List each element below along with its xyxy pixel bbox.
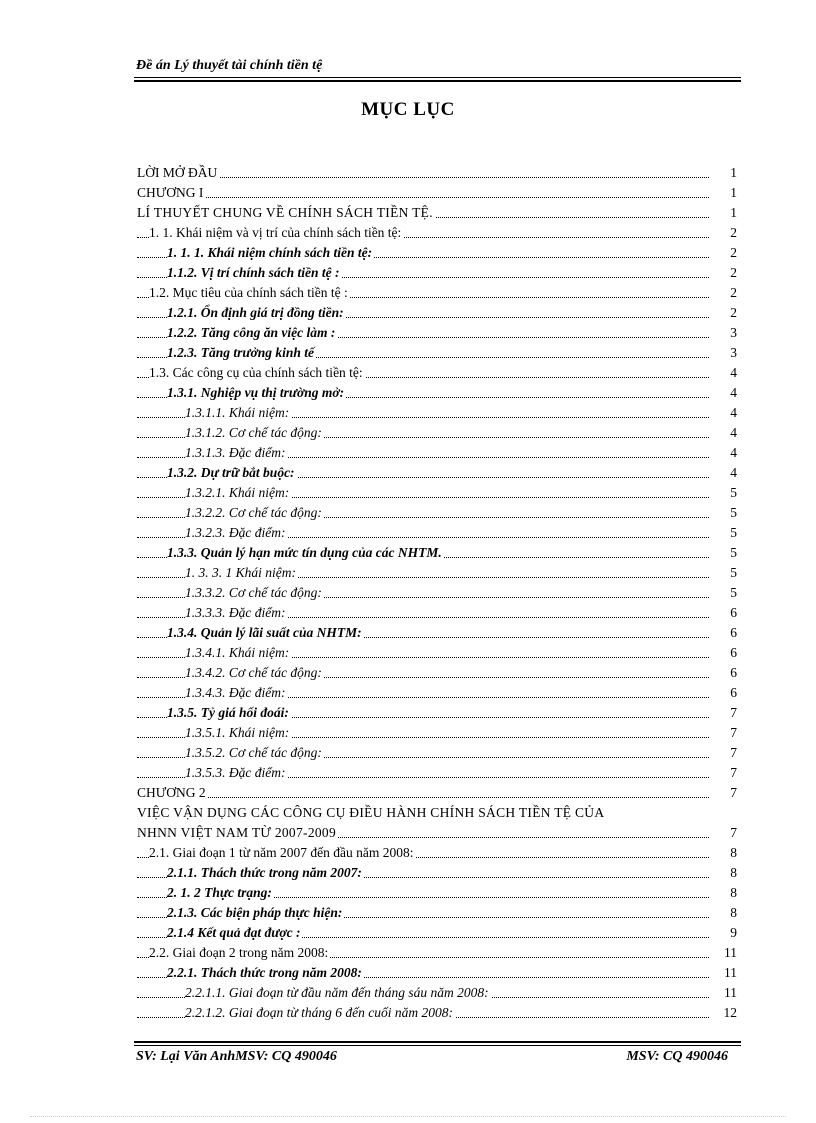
toc-entry-label: 1.3.3. Quản lý hạn mức tín dụng của các NHTM. — [167, 543, 444, 563]
toc-entry-page: 6 — [730, 605, 737, 620]
toc-entry-label: 1.2.3. Tăng trưởng kinh tế — [167, 343, 316, 363]
toc-entry-page: 4 — [730, 385, 737, 400]
toc-entry-label: 1.3.1.1. Khái niệm: — [185, 403, 291, 423]
toc-entry-page: 2 — [730, 265, 737, 280]
toc-entry-page: 1 — [730, 165, 737, 180]
toc-dot-leader — [137, 797, 709, 798]
toc-entry-page: 7 — [730, 765, 737, 780]
toc-entry-page: 8 — [730, 905, 737, 920]
page-title: MỤC LỤC — [361, 99, 455, 120]
toc-entry-label: NHNN VIỆT NAM TỪ 2007-2009 — [137, 823, 338, 843]
toc-entry-label: 1.3.2.1. Khái niệm: — [185, 483, 291, 503]
toc-entry-page: 6 — [730, 685, 737, 700]
toc-entry-page: 1 — [730, 185, 737, 200]
toc-entry[interactable] — [137, 283, 739, 303]
toc-entry-label: LÍ THUYẾT CHUNG VỀ CHÍNH SÁCH TIỀN TỆ. — [137, 203, 435, 223]
toc-entry[interactable] — [137, 963, 739, 983]
toc-entry[interactable] — [137, 463, 739, 483]
toc-entry[interactable] — [137, 883, 739, 903]
toc-entry[interactable] — [137, 903, 739, 923]
toc-entry[interactable] — [137, 643, 739, 663]
toc-entry-label: 1.3.2.2. Cơ chế tác động: — [185, 503, 324, 523]
toc-entry-page: 7 — [730, 745, 737, 760]
toc-entry[interactable] — [137, 663, 739, 683]
toc-entry[interactable] — [137, 603, 739, 623]
toc-entry[interactable] — [137, 983, 739, 1003]
toc-dot-leader — [137, 197, 709, 198]
toc-entry[interactable] — [137, 403, 739, 423]
toc-entry[interactable] — [137, 703, 739, 723]
toc-entry-page: 4 — [730, 465, 737, 480]
header-rule-top — [134, 77, 741, 78]
toc-entry-label: LỜI MỞ ĐẦU — [137, 163, 219, 183]
toc-entry-page: 4 — [730, 425, 737, 440]
toc-entry-label: CHƯƠNG 2 — [137, 783, 208, 803]
toc-entry[interactable] — [137, 423, 739, 443]
toc-entry[interactable] — [137, 323, 739, 343]
toc-entry-label: VIỆC VẬN DỤNG CÁC CÔNG CỤ ĐIỀU HÀNH CHÍNH SÁCH TIỀN TỆ CỦA — [137, 803, 606, 823]
toc-entry-page: 5 — [730, 545, 737, 560]
toc-entry-label: 1.1.2. Vị trí chính sách tiền tệ : — [167, 263, 342, 283]
toc-entry-label: 1.3.5. Tỷ giá hối đoái: — [167, 703, 291, 723]
toc-entry[interactable] — [137, 523, 739, 543]
footer-student: SV: Lại Văn AnhMSV: CQ 490046 — [136, 1049, 337, 1064]
toc-entry-label: 2.2.1.2. Giai đoạn từ tháng 6 đến cuối năm 2008: — [185, 1003, 455, 1023]
toc-entry-label: 1. 1. 1. Khái niệm chính sách tiền tệ: — [167, 243, 374, 263]
toc-entry[interactable] — [137, 163, 739, 183]
toc-entry[interactable] — [137, 563, 739, 583]
toc-entry[interactable] — [137, 203, 739, 223]
toc-entry[interactable] — [137, 243, 739, 263]
toc-entry[interactable] — [137, 383, 739, 403]
table-of-contents — [137, 163, 739, 1023]
toc-entry-page: 5 — [730, 565, 737, 580]
toc-entry-page: 6 — [730, 665, 737, 680]
header-rule-bottom — [134, 80, 741, 82]
toc-entry[interactable] — [137, 843, 739, 863]
toc-entry-page: 1 — [730, 205, 737, 220]
toc-entry-page: 11 — [724, 985, 737, 1000]
toc-entry[interactable] — [137, 303, 739, 323]
toc-entry-page: 3 — [730, 325, 737, 340]
toc-entry[interactable] — [137, 583, 739, 603]
toc-entry[interactable] — [137, 803, 739, 823]
toc-entry[interactable] — [137, 943, 739, 963]
toc-entry-page: 5 — [730, 585, 737, 600]
footer-rule-bottom — [134, 1045, 741, 1046]
toc-entry-label: 1.2. Mục tiêu của chính sách tiền tệ : — [149, 283, 350, 303]
toc-entry-label: 2. 1. 2 Thực trạng: — [167, 883, 274, 903]
toc-entry-page: 2 — [730, 305, 737, 320]
toc-entry-label: 1.3.3.3. Đặc điểm: — [185, 603, 287, 623]
toc-entry-label: 2.1.3. Các biện pháp thực hiện: — [167, 903, 344, 923]
toc-entry-label: 1.3. Các công cụ của chính sách tiền tệ: — [149, 363, 365, 383]
toc-entry-label: 1.3.5.3. Đặc điểm: — [185, 763, 287, 783]
toc-entry[interactable] — [137, 343, 739, 363]
toc-entry-page: 3 — [730, 345, 737, 360]
toc-entry[interactable] — [137, 483, 739, 503]
toc-entry[interactable] — [137, 683, 739, 703]
toc-entry[interactable] — [137, 723, 739, 743]
toc-entry-label: 1.3.1.3. Đặc điểm: — [185, 443, 287, 463]
toc-entry-page: 2 — [730, 285, 737, 300]
toc-entry-page: 6 — [730, 645, 737, 660]
toc-entry-label: 2.1. Giai đoạn 1 từ năm 2007 đến đầu năm 2008: — [149, 843, 416, 863]
footer-student-id: MSV: CQ 490046 — [626, 1049, 728, 1064]
toc-entry-page: 8 — [730, 885, 737, 900]
toc-entry-page: 12 — [723, 1005, 737, 1020]
toc-entry[interactable] — [137, 763, 739, 783]
toc-entry-label: 1.2.2. Tăng công ăn việc làm : — [167, 323, 337, 343]
toc-entry-label: 1.3.5.2. Cơ chế tác động: — [185, 743, 324, 763]
toc-entry-page: 6 — [730, 625, 737, 640]
toc-entry-label: 1.3.1.2. Cơ chế tác động: — [185, 423, 324, 443]
toc-entry[interactable] — [137, 503, 739, 523]
toc-entry-page: 4 — [730, 365, 737, 380]
toc-entry-label: 1.3.2. Dự trữ bắt buộc: — [167, 463, 297, 483]
toc-entry[interactable] — [137, 783, 739, 803]
toc-entry-page: 7 — [730, 785, 737, 800]
toc-entry-page: 4 — [730, 445, 737, 460]
toc-entry-label: 1.2.1. Ổn định giá trị đồng tiền: — [167, 303, 346, 323]
toc-entry[interactable] — [137, 823, 739, 843]
toc-entry-label: 2.2.1. Thách thức trong năm 2008: — [167, 963, 364, 983]
toc-entry[interactable] — [137, 363, 739, 383]
toc-entry-label: CHƯƠNG I — [137, 183, 205, 203]
toc-entry-label: 1. 1. Khái niệm và vị trí của chính sách tiền tệ: — [149, 223, 403, 243]
toc-entry[interactable] — [137, 863, 739, 883]
toc-entry-page: 5 — [730, 505, 737, 520]
toc-entry-label: 1.3.3.2. Cơ chế tác động: — [185, 583, 324, 603]
header-title: Đề án Lý thuyết tài chính tiền tệ — [136, 58, 323, 73]
toc-entry[interactable] — [137, 183, 739, 203]
toc-entry-page: 9 — [730, 925, 737, 940]
toc-entry[interactable] — [137, 263, 739, 283]
toc-entry-page: 5 — [730, 525, 737, 540]
toc-entry-label: 1.3.4. Quản lý lãi suất của NHTM: — [167, 623, 364, 643]
toc-entry[interactable] — [137, 1003, 739, 1023]
toc-entry-label: 1.3.4.3. Đặc điểm: — [185, 683, 287, 703]
toc-entry-label: 2.1.4 Kết quả đạt được : — [167, 923, 302, 943]
toc-entry-page: 5 — [730, 485, 737, 500]
toc-entry-page: 11 — [724, 965, 737, 980]
footer-rule-top — [134, 1041, 741, 1043]
toc-dot-leader — [137, 177, 709, 178]
toc-entry[interactable] — [137, 923, 739, 943]
toc-entry-label: 1.3.5.1. Khái niệm: — [185, 723, 291, 743]
toc-entry-label: 1.3.4.2. Cơ chế tác động: — [185, 663, 324, 683]
toc-entry-page: 4 — [730, 405, 737, 420]
toc-entry-label: 2.2.1.1. Giai đoạn từ đầu năm đến tháng sáu năm 2008: — [185, 983, 491, 1003]
toc-entry-label: 1.3.1. Nghiệp vụ thị trường mở: — [167, 383, 346, 403]
toc-entry[interactable] — [137, 443, 739, 463]
toc-entry-page: 8 — [730, 865, 737, 880]
toc-entry-page: 8 — [730, 845, 737, 860]
toc-entry-page: 11 — [724, 945, 737, 960]
toc-entry-label: 2.2. Giai đoạn 2 trong năm 2008: — [149, 943, 330, 963]
toc-entry[interactable] — [137, 223, 739, 243]
toc-entry-label: 1. 3. 3. 1 Khái niệm: — [185, 563, 298, 583]
toc-entry-label: 2.1.1. Thách thức trong năm 2007: — [167, 863, 364, 883]
toc-entry-page: 2 — [730, 245, 737, 260]
toc-entry-page: 2 — [730, 225, 737, 240]
toc-entry[interactable] — [137, 543, 739, 563]
toc-entry[interactable] — [137, 743, 739, 763]
toc-entry-page: 7 — [730, 705, 737, 720]
toc-entry-page: 7 — [730, 725, 737, 740]
toc-entry-label: 1.3.4.1. Khái niệm: — [185, 643, 291, 663]
toc-entry[interactable] — [137, 623, 739, 643]
page-bottom-dotted-line — [30, 1116, 786, 1117]
toc-entry-label: 1.3.2.3. Đặc điểm: — [185, 523, 287, 543]
toc-entry-page: 7 — [730, 825, 737, 840]
